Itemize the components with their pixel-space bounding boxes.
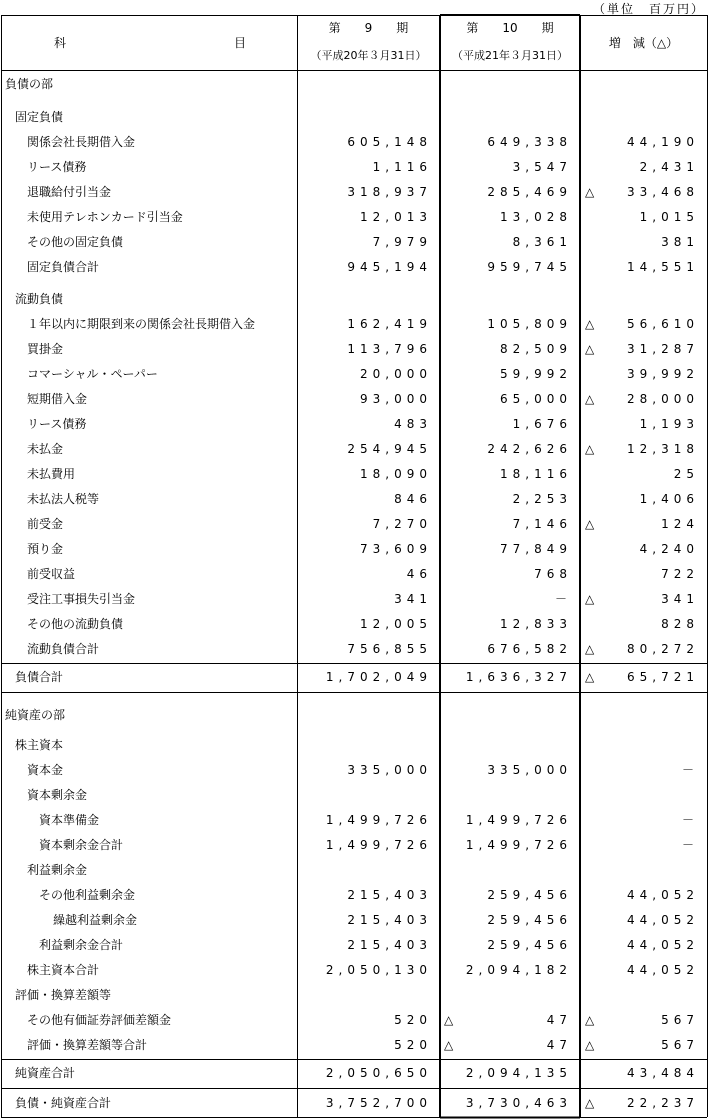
row-label: 関係会社長期借入金	[27, 135, 136, 149]
value-period-9: 113,796	[347, 342, 432, 356]
row-label: 繰越利益剰余金	[53, 913, 138, 927]
header-subject-left: 科	[53, 36, 66, 50]
triangle-negative-mark: △	[585, 642, 595, 656]
row-label: コマーシャル・ペーパー	[27, 367, 158, 381]
row-label: 利益剰余金合計	[39, 938, 124, 952]
value-change: 65,721	[627, 670, 699, 684]
triangle-negative-mark: △	[585, 185, 595, 199]
header-change: 増 減（△）	[608, 36, 679, 50]
row-label: 固定負債合計	[27, 260, 100, 274]
value-period-10: 676,582	[487, 642, 572, 656]
row-label: その他利益剰余金	[39, 888, 136, 902]
value-period-10: 65,000	[500, 392, 572, 406]
unit-note: （単位 百万円）	[592, 2, 705, 16]
value-change: 80,272	[627, 642, 699, 656]
value-period-9: 215,403	[347, 913, 432, 927]
row-label: 退職給付引当金	[27, 185, 112, 199]
value-change: 56,610	[627, 317, 699, 331]
value-period-9: 215,403	[347, 888, 432, 902]
value-change: －	[681, 763, 699, 777]
header-period-9: 第 9 期	[328, 21, 409, 35]
value-change: 44,052	[627, 963, 699, 977]
row-label: 固定負債	[15, 110, 64, 124]
value-period-10: 82,509	[500, 342, 572, 356]
value-period-9: 12,013	[360, 210, 432, 224]
value-period-9: 1,499,726	[325, 813, 432, 827]
value-change: －	[681, 838, 699, 852]
value-change: 44,052	[627, 913, 699, 927]
value-period-9: 483	[394, 417, 432, 431]
row-label: 利益剰余金	[27, 863, 88, 877]
value-period-9: 2,050,650	[325, 1066, 432, 1080]
triangle-negative-mark: △	[444, 1013, 454, 1027]
value-period-10: 105,809	[487, 317, 572, 331]
value-change: 381	[661, 235, 699, 249]
row-label: 純資産の部	[5, 708, 66, 722]
value-change: 567	[661, 1038, 699, 1052]
header-period-10: 第 10 期	[466, 21, 554, 35]
value-period-9: 7,979	[372, 235, 432, 249]
row-label: 株主資本	[15, 738, 64, 752]
value-period-10: 1,676	[512, 417, 572, 431]
value-period-9: 20,000	[360, 367, 432, 381]
value-period-10: 259,456	[487, 888, 572, 902]
value-period-9: 18,090	[360, 467, 432, 481]
value-period-9: 46	[406, 567, 432, 581]
value-period-9: 215,403	[347, 938, 432, 952]
value-change: 722	[661, 567, 699, 581]
value-period-10: 259,456	[487, 938, 572, 952]
value-period-10: 3,730,463	[465, 1096, 572, 1110]
value-period-10: 285,469	[487, 185, 572, 199]
row-label: 流動負債合計	[27, 642, 100, 656]
row-label: 前受金	[27, 517, 64, 531]
value-change: 44,190	[627, 135, 699, 149]
value-period-10: －	[554, 592, 572, 606]
value-period-9: 520	[394, 1038, 432, 1052]
value-period-9: 12,005	[360, 617, 432, 631]
value-period-10: 7,146	[512, 517, 572, 531]
row-label: 評価・換算差額等	[15, 988, 112, 1002]
header-subject-right: 目	[233, 36, 246, 50]
value-change: 22,237	[627, 1096, 699, 1110]
row-label: 流動負債	[15, 292, 64, 306]
triangle-negative-mark: △	[585, 342, 595, 356]
row-label: その他の固定負債	[27, 235, 124, 249]
value-period-9: 520	[394, 1013, 432, 1027]
value-period-10: 47	[546, 1038, 572, 1052]
header-period-9-date: （平成20年３月31日）	[310, 49, 427, 62]
triangle-negative-mark: △	[585, 592, 595, 606]
value-period-10: 768	[534, 567, 572, 581]
value-change: 2,431	[639, 160, 699, 174]
value-period-9: 756,855	[347, 642, 432, 656]
value-change: 39,992	[627, 367, 699, 381]
value-period-9: 73,609	[360, 542, 432, 556]
value-change: 14,551	[627, 260, 699, 274]
value-period-10: 335,000	[487, 763, 572, 777]
row-label: 資本準備金	[39, 813, 100, 827]
value-period-10: 1,636,327	[465, 670, 572, 684]
value-change: 1,406	[639, 492, 699, 506]
row-label: 短期借入金	[27, 392, 88, 406]
row-label: 資本剰余金合計	[39, 838, 124, 852]
row-label: 預り金	[27, 542, 64, 556]
value-change: 33,468	[627, 185, 699, 199]
value-period-10: 649,338	[487, 135, 572, 149]
value-change: 124	[661, 517, 699, 531]
triangle-negative-mark: △	[585, 517, 595, 531]
value-period-9: 605,148	[347, 135, 432, 149]
row-label: 負債合計	[15, 670, 64, 684]
value-change: 4,240	[639, 542, 699, 556]
row-label: その他有価証券評価差額金	[27, 1013, 172, 1027]
triangle-negative-mark: △	[585, 1096, 595, 1110]
value-period-10: 2,094,135	[465, 1066, 572, 1080]
value-period-10: 18,116	[500, 467, 572, 481]
value-period-10: 959,745	[487, 260, 572, 274]
value-period-10: 77,849	[500, 542, 572, 556]
row-label: 未使用テレホンカード引当金	[27, 210, 183, 224]
value-period-9: 1,499,726	[325, 838, 432, 852]
row-label: 純資産合計	[15, 1066, 76, 1080]
value-change: 44,052	[627, 938, 699, 952]
row-label: 株主資本合計	[27, 963, 100, 977]
header-period-10-date: （平成21年３月31日）	[452, 49, 568, 62]
row-label: 受注工事損失引当金	[27, 592, 136, 606]
value-period-9: 162,419	[347, 317, 432, 331]
value-period-10: 8,361	[512, 235, 572, 249]
value-period-9: 254,945	[347, 442, 432, 456]
row-label: 負債・純資産合計	[15, 1096, 112, 1110]
value-period-10: 59,992	[500, 367, 572, 381]
row-label: リース債務	[27, 417, 87, 431]
value-change: 828	[661, 617, 699, 631]
value-period-10: 2,253	[512, 492, 572, 506]
value-change: 341	[661, 592, 699, 606]
row-label: 未払法人税等	[27, 492, 100, 506]
value-change: 44,052	[627, 888, 699, 902]
value-period-9: 7,270	[372, 517, 432, 531]
value-period-9: 945,194	[347, 260, 432, 274]
value-period-10: 2,094,182	[465, 963, 572, 977]
value-period-10: 3,547	[512, 160, 572, 174]
value-period-9: 335,000	[347, 763, 432, 777]
row-label: 未払金	[27, 442, 64, 456]
value-period-9: 341	[394, 592, 432, 606]
value-period-10: 259,456	[487, 913, 572, 927]
value-change: －	[681, 813, 699, 827]
value-change: 43,484	[627, 1066, 699, 1080]
value-change: 31,287	[627, 342, 699, 356]
row-label: 買掛金	[27, 342, 64, 356]
value-period-10: 242,626	[487, 442, 572, 456]
row-label: １年以内に期限到来の関係会社長期借入金	[27, 317, 256, 331]
row-label: 資本剰余金	[27, 788, 88, 802]
triangle-negative-mark: △	[585, 1013, 595, 1027]
row-label: 前受収益	[27, 567, 76, 581]
value-period-9: 93,000	[360, 392, 432, 406]
triangle-negative-mark: △	[585, 442, 595, 456]
triangle-negative-mark: △	[585, 1038, 595, 1052]
value-change: 25	[673, 467, 699, 481]
row-label: その他の流動負債	[27, 617, 124, 631]
value-change: 1,193	[639, 417, 699, 431]
row-label: リース債務	[27, 160, 87, 174]
value-period-10: 1,499,726	[465, 838, 572, 852]
value-period-10: 1,499,726	[465, 813, 572, 827]
value-period-9: 318,937	[347, 185, 432, 199]
value-period-10: 13,028	[500, 210, 572, 224]
value-period-10: 12,833	[500, 617, 572, 631]
value-period-10: 47	[546, 1013, 572, 1027]
value-change: 567	[661, 1013, 699, 1027]
value-period-9: 3,752,700	[325, 1096, 432, 1110]
row-label: 未払費用	[27, 467, 76, 481]
triangle-negative-mark: △	[585, 317, 595, 331]
row-label: 資本金	[27, 763, 64, 777]
row-label: 評価・換算差額等合計	[27, 1038, 148, 1052]
triangle-negative-mark: △	[585, 670, 595, 684]
value-change: 1,015	[639, 210, 699, 224]
value-period-9: 2,050,130	[325, 963, 432, 977]
triangle-negative-mark: △	[444, 1038, 454, 1052]
value-change: 28,000	[627, 392, 699, 406]
value-period-9: 1,116	[372, 160, 432, 174]
row-label: 負債の部	[5, 77, 54, 91]
value-period-9: 1,702,049	[325, 670, 432, 684]
value-change: 12,318	[627, 442, 699, 456]
triangle-negative-mark: △	[585, 392, 595, 406]
value-period-9: 846	[394, 492, 432, 506]
